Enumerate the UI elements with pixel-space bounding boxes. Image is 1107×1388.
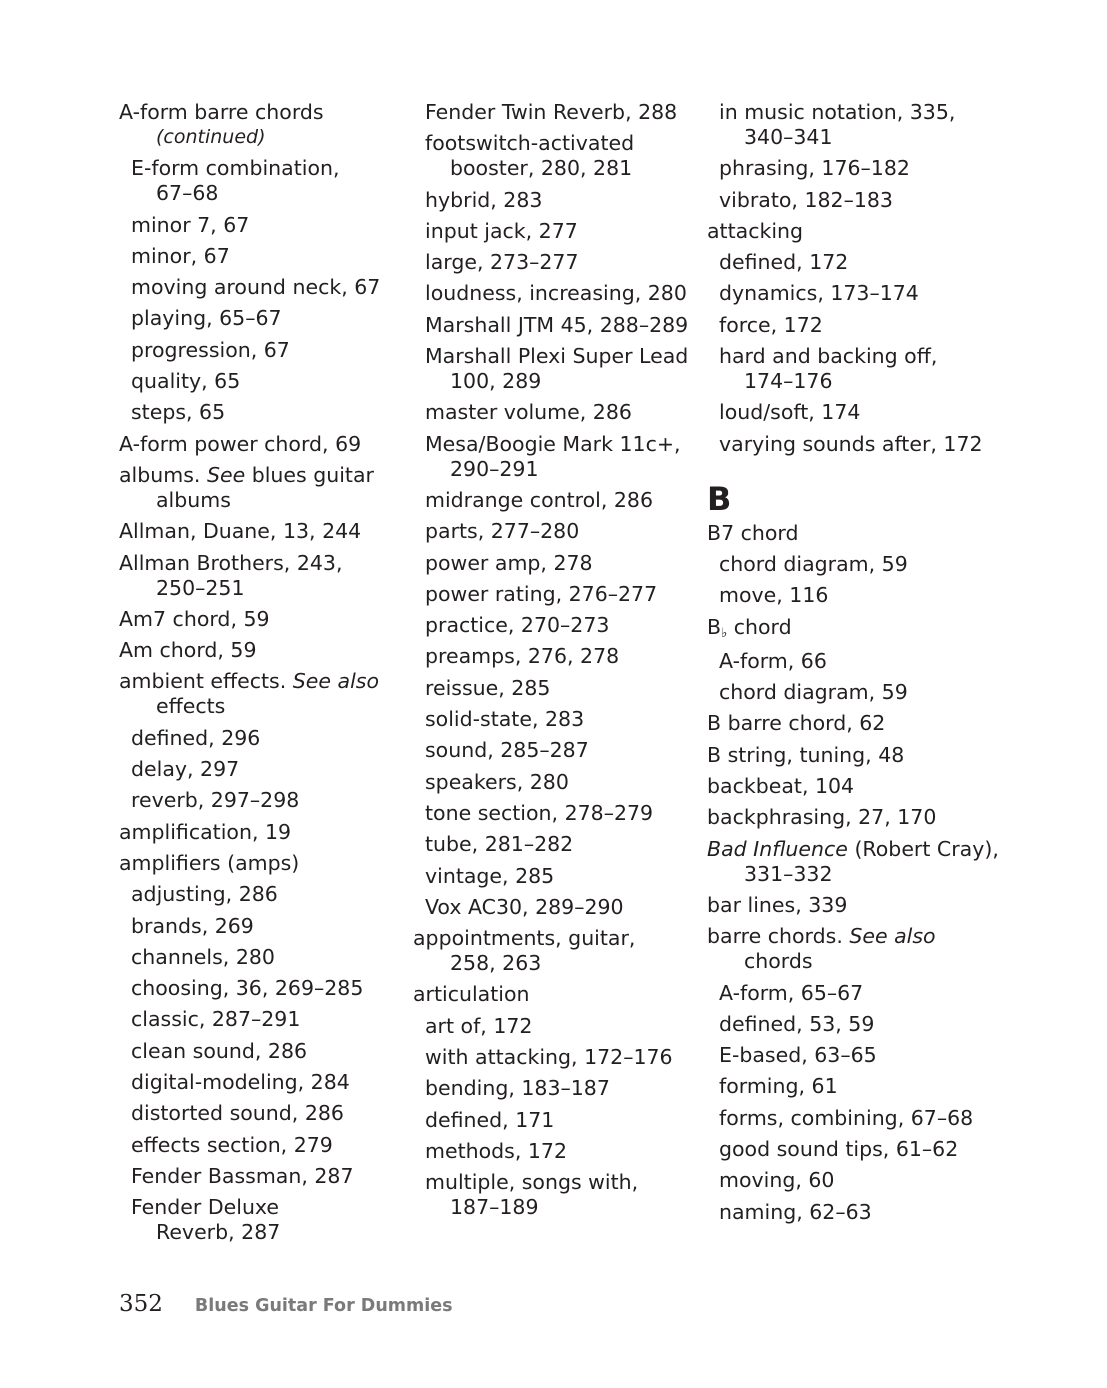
entry-text: A-form, 66	[719, 648, 827, 673]
index-subentry	[119, 726, 399, 751]
entry-text: attacking	[707, 218, 804, 243]
entry-text: choosing, 36, 269–285	[131, 976, 364, 1001]
entry-text: classic, 287–291	[131, 1007, 301, 1032]
index-subentry	[413, 250, 698, 275]
entry-continuation	[425, 1195, 698, 1220]
entry-continuation	[119, 576, 399, 601]
entry-text: albums	[156, 487, 231, 512]
entry-text: playing, 65–67	[131, 306, 282, 331]
index-subentry	[707, 313, 997, 338]
entry-text: Am chord, 59	[119, 638, 257, 663]
index-subentry	[119, 945, 399, 970]
entry-text: Reverb, 287	[156, 1220, 281, 1245]
entry-text: Am7 chord, 59	[119, 606, 270, 631]
index-column-2	[413, 100, 698, 1227]
entry-text: moving, 60	[719, 1168, 835, 1193]
entry-text: practice, 270–273	[425, 613, 610, 638]
index-subentry	[707, 188, 997, 213]
letter-heading: B	[707, 479, 732, 518]
entry-text: 67–68	[156, 181, 219, 206]
entry-text: amplification, 19	[119, 819, 292, 844]
entry-text: A-form power chord, 69	[119, 431, 362, 456]
entry-continuation	[719, 125, 997, 150]
entry-text: digital-modeling, 284	[131, 1070, 350, 1095]
entry-text: channels, 280	[131, 944, 275, 969]
entry-text: preamps, 276, 278	[425, 644, 620, 669]
index-subentry	[413, 519, 698, 544]
entry-text: clean sound, 286	[131, 1038, 308, 1063]
entry-text: chord diagram, 59	[719, 680, 908, 705]
index-entry	[119, 519, 399, 544]
entry-text: adjusting, 286	[131, 882, 278, 907]
index-subentry	[707, 1168, 997, 1193]
entry-text: master volume, 286	[425, 400, 632, 425]
entry-text: B	[707, 614, 722, 639]
entry-text: minor 7, 67	[131, 212, 250, 237]
index-subentry	[707, 649, 997, 674]
entry-text: B7 chord	[707, 520, 799, 545]
index-subentry	[413, 832, 698, 857]
index-subentry	[707, 100, 997, 150]
entry-text: backbeat, 104	[707, 774, 855, 799]
see-reference: See	[206, 462, 246, 487]
entry-text: sound, 285–287	[425, 738, 589, 763]
entry-continuation	[425, 369, 698, 394]
entry-text: A-form barre chords	[119, 100, 324, 124]
entry-text: tube, 281–282	[425, 832, 574, 857]
entry-text: dynamics, 173–174	[719, 281, 919, 306]
index-subentry	[119, 306, 399, 331]
index-subentry	[707, 552, 997, 577]
index-entry	[119, 607, 399, 632]
index-subentry	[413, 801, 698, 826]
index-subentry	[413, 432, 698, 482]
see-reference: See also	[849, 924, 936, 949]
entry-text: chord diagram, 59	[719, 551, 908, 576]
see-reference: See also	[292, 669, 380, 694]
entry-text: 258, 263	[450, 951, 542, 976]
index-entry	[413, 926, 698, 976]
index-subentry	[413, 895, 698, 920]
entry-text: defined, 172	[719, 250, 849, 275]
index-subentry	[119, 914, 399, 939]
entry-text: effects	[156, 694, 226, 719]
entry-text: with attacking, 172–176	[425, 1045, 673, 1070]
entry-text: minor, 67	[131, 243, 230, 268]
entry-text: input jack, 277	[425, 218, 578, 243]
entry-text: 187–189	[450, 1195, 539, 1220]
index-subentry	[707, 400, 997, 425]
index-subentry	[413, 131, 698, 181]
entry-text: Marshall JTM 45, 288–289	[425, 312, 689, 337]
index-subentry	[119, 976, 399, 1001]
flat-symbol: ♭	[721, 625, 728, 641]
entry-continuation	[425, 457, 698, 482]
index-column-3	[707, 100, 997, 1231]
index-subentry	[707, 432, 997, 457]
index-subentry	[413, 313, 698, 338]
index-subentry	[707, 1137, 997, 1162]
index-subentry	[413, 1045, 698, 1070]
index-column-1	[119, 100, 399, 1252]
entry-text: brands, 269	[131, 913, 254, 938]
entry-text: art of, 172	[425, 1013, 533, 1038]
index-subentry	[119, 1195, 399, 1245]
entry-text: E-form combination,	[131, 156, 340, 181]
running-title: Blues Guitar For Dummies	[194, 1296, 453, 1316]
index-entry	[707, 743, 997, 768]
index-subentry	[413, 644, 698, 669]
entry-text: quality, 65	[131, 369, 241, 394]
entry-text: E-based, 63–65	[719, 1043, 877, 1068]
index-subentry	[707, 250, 997, 275]
index-subentry	[119, 1070, 399, 1095]
entry-text: vintage, 285	[425, 863, 555, 888]
see-reference: Bad Influence	[707, 836, 848, 861]
entry-text: Fender Twin Reverb, 288	[425, 100, 678, 124]
index-subentry	[413, 188, 698, 213]
entry-text: chords	[744, 949, 813, 974]
entry-text: Allman, Duane, 13, 244	[119, 519, 362, 544]
entry-text: appointments, guitar,	[413, 926, 636, 951]
index-entry	[707, 893, 997, 918]
index-subentry	[413, 1139, 698, 1164]
entry-text: forms, combining, 67–68	[719, 1105, 974, 1130]
entry-text: booster, 280, 281	[450, 156, 633, 181]
entry-text: reissue, 285	[425, 675, 551, 700]
index-subentry	[413, 100, 698, 125]
index-subentry	[413, 1170, 698, 1220]
entry-text: B string, tuning, 48	[707, 742, 905, 767]
index-subentry	[707, 1200, 997, 1225]
index-subentry	[119, 1133, 399, 1158]
entry-continuation	[707, 949, 997, 974]
entry-text: blues guitar	[245, 462, 374, 487]
entry-continuation	[707, 862, 997, 887]
entry-text: Fender Deluxe	[131, 1195, 280, 1220]
entry-text: steps, 65	[131, 400, 226, 425]
entry-continuation	[119, 488, 399, 513]
index-subentry	[119, 275, 399, 300]
entry-text: Marshall Plexi Super Lead	[425, 344, 689, 369]
index-subentry	[119, 1039, 399, 1064]
index-subentry	[707, 1074, 997, 1099]
index-subentry	[413, 613, 698, 638]
entry-text: defined, 53, 59	[719, 1011, 875, 1036]
index-entry	[119, 432, 399, 457]
entry-text: delay, 297	[131, 757, 240, 782]
entry-text: articulation	[413, 982, 530, 1007]
entry-text: hybrid, 283	[425, 187, 543, 212]
index-entry	[413, 982, 698, 1007]
index-entry	[707, 924, 997, 974]
entry-text: barre chords.	[707, 924, 850, 949]
entry-text: progression, 67	[131, 337, 290, 362]
entry-text: 290–291	[450, 456, 539, 481]
entry-continuation	[425, 156, 698, 181]
entry-text: A-form, 65–67	[719, 980, 864, 1005]
entry-continuation	[413, 951, 698, 976]
index-entry	[119, 463, 399, 513]
index-subentry	[413, 582, 698, 607]
index-subentry	[413, 1076, 698, 1101]
entry-text: multiple, songs with,	[425, 1170, 639, 1195]
entry-text: 340–341	[744, 125, 833, 149]
entry-text: Mesa/Boogie Mark 11c+,	[425, 431, 681, 456]
entry-text: reverb, 297–298	[131, 788, 300, 813]
index-subentry	[413, 770, 698, 795]
index-entry	[119, 669, 399, 719]
index-subentry	[707, 981, 997, 1006]
index-subentry	[119, 244, 399, 269]
index-entry	[119, 100, 399, 150]
entry-text: (Robert Cray),	[847, 836, 999, 861]
index-subentry	[119, 1101, 399, 1126]
entry-text: bar lines, 339	[707, 892, 848, 917]
entry-text: midrange control, 286	[425, 487, 654, 512]
entry-text: distorted sound, 286	[131, 1101, 344, 1126]
entry-text: Fender Bassman, 287	[131, 1163, 354, 1188]
index-entry	[119, 551, 399, 601]
index-subentry	[413, 219, 698, 244]
entry-text: 100, 289	[450, 369, 542, 394]
index-subentry	[413, 738, 698, 763]
index-subentry	[119, 338, 399, 363]
entry-text: 250–251	[156, 575, 245, 600]
entry-text: effects section, 279	[131, 1132, 333, 1157]
entry-text: defined, 296	[131, 725, 261, 750]
entry-continuation	[119, 694, 399, 719]
index-subentry	[413, 551, 698, 576]
entry-text: albums.	[119, 462, 207, 487]
entry-text: Vox AC30, 289–290	[425, 894, 624, 919]
index-subentry	[119, 757, 399, 782]
index-subentry	[119, 156, 399, 206]
entry-text: speakers, 280	[425, 769, 569, 794]
index-subentry	[119, 1164, 399, 1189]
index-subentry	[707, 281, 997, 306]
index-subentry	[119, 369, 399, 394]
entry-text: forming, 61	[719, 1074, 838, 1099]
index-entry	[707, 219, 997, 244]
index-subentry	[413, 864, 698, 889]
index-subentry	[707, 680, 997, 705]
entry-text: 331–332	[744, 861, 833, 886]
index-subentry	[413, 400, 698, 425]
entry-text: 174–176	[744, 369, 833, 394]
page-footer	[119, 1291, 453, 1321]
entry-text: varying sounds after, 172	[719, 431, 983, 456]
entry-text: large, 273–277	[425, 250, 579, 275]
entry-text: tone section, 278–279	[425, 800, 654, 825]
index-subentry	[707, 344, 997, 394]
entry-continuation	[131, 181, 399, 206]
index-subentry	[119, 213, 399, 238]
entry-text: in music notation, 335,	[719, 100, 956, 124]
index-subentry	[707, 1106, 997, 1131]
index-subentry	[119, 788, 399, 813]
entry-text: power amp, 278	[425, 550, 593, 575]
entry-text: naming, 62–63	[719, 1199, 872, 1224]
entry-text: ambient effects.	[119, 669, 293, 694]
index-subentry	[119, 1007, 399, 1032]
page-number: 352	[119, 1291, 163, 1317]
index-subentry	[119, 400, 399, 425]
entry-text: power rating, 276–277	[425, 581, 658, 606]
index-subentry	[707, 583, 997, 608]
entry-text: chord	[727, 614, 792, 639]
index-subentry	[707, 156, 997, 181]
index-subentry	[413, 281, 698, 306]
index-entry	[707, 805, 997, 830]
entry-text: vibrato, 182–183	[719, 187, 893, 212]
entry-continuation	[719, 369, 997, 394]
index-entry	[119, 851, 399, 876]
entry-text: methods, 172	[425, 1138, 568, 1163]
entry-text: solid-state, 283	[425, 707, 585, 732]
index-subentry	[413, 344, 698, 394]
entry-text: force, 172	[719, 312, 823, 337]
entry-text: loudness, increasing, 280	[425, 281, 687, 306]
index-entry	[707, 837, 997, 887]
index-entry	[707, 711, 997, 736]
entry-text: phrasing, 176–182	[719, 156, 910, 181]
index-subentry	[119, 882, 399, 907]
index-entry	[707, 521, 997, 546]
entry-text: amplifiers (amps)	[119, 850, 300, 875]
entry-text: footswitch-activated	[425, 131, 635, 156]
entry-text: defined, 171	[425, 1107, 555, 1132]
entry-text: backphrasing, 27, 170	[707, 805, 937, 830]
entry-continuation	[131, 1220, 399, 1245]
index-subentry	[413, 1108, 698, 1133]
index-subentry	[413, 488, 698, 513]
entry-text: B barre chord, 62	[707, 711, 886, 736]
entry-text: moving around neck, 67	[131, 275, 381, 300]
index-entry	[707, 774, 997, 799]
entry-text: parts, 277–280	[425, 519, 580, 544]
index-subentry	[413, 1014, 698, 1039]
entry-text: good sound tips, 61–62	[719, 1137, 959, 1162]
entry-text: Allman Brothers, 243,	[119, 550, 343, 575]
index-subentry	[707, 1043, 997, 1068]
entry-text: loud/soft, 174	[719, 400, 861, 425]
index-subentry	[707, 1012, 997, 1037]
continued-note: (continued)	[156, 126, 266, 148]
index-entry	[119, 638, 399, 663]
entry-text: bending, 183–187	[425, 1076, 610, 1101]
entry-text: hard and backing off,	[719, 344, 938, 369]
index-entry	[119, 820, 399, 845]
entry-text: move, 116	[719, 583, 829, 608]
index-subentry	[413, 676, 698, 701]
index-subentry	[413, 707, 698, 732]
index-entry	[707, 615, 997, 643]
